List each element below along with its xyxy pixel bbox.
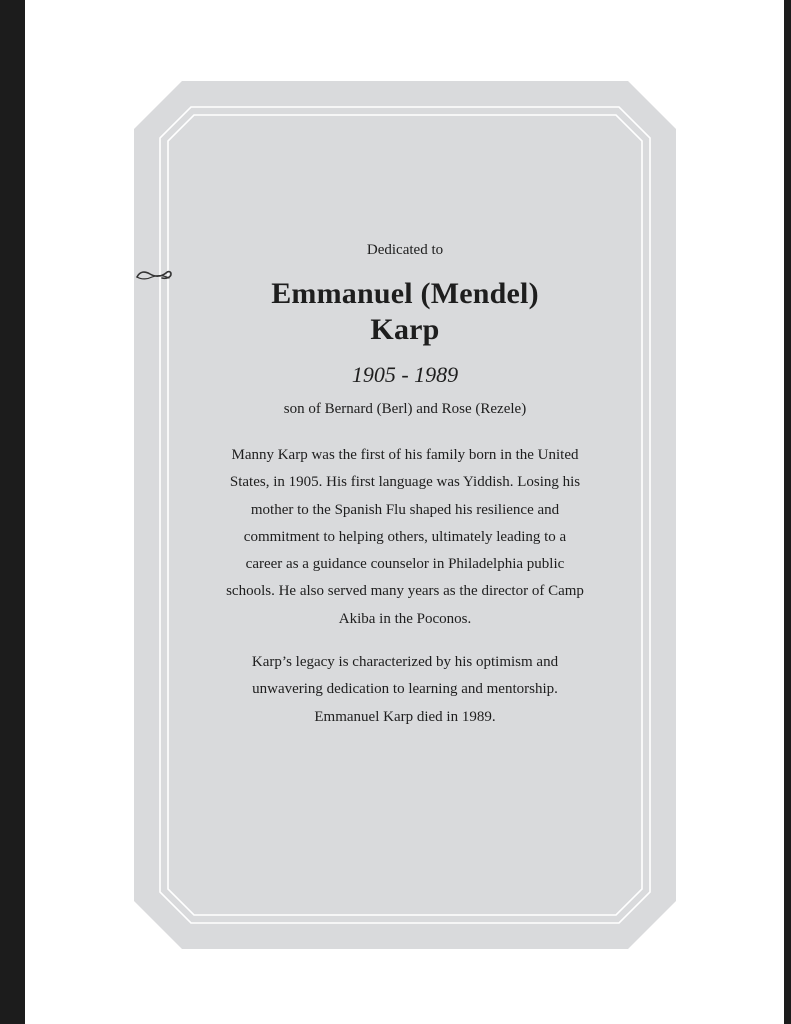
honoree-name-line2: Karp bbox=[370, 313, 440, 346]
dedication-intro: Dedicated to bbox=[366, 242, 444, 258]
honoree-name-line1: Emmanuel (Mendel) bbox=[271, 277, 539, 310]
parents-line: son of Bernard (Berl) and Rose (Rezele) bbox=[283, 401, 527, 417]
document-page bbox=[25, 0, 784, 1024]
dedication-content bbox=[134, 241, 676, 731]
dedication-plaque bbox=[134, 81, 676, 949]
honoree-name bbox=[134, 276, 676, 348]
biography-paragraph: Manny Karp was the first of his family born in the United States, in 1905. His first language was Yiddish. Losing his mother to the Spanish Flu shaped his resilience and commitment to helping others, ultimately leading to a career as a guidance counselor in Philadelphia public schools. He also served many years as the director of Camp Akiba in the Poconos. bbox=[226, 447, 584, 627]
flourish-icon bbox=[134, 268, 174, 282]
life-years: 1905 - 1989 bbox=[351, 362, 459, 387]
legacy-paragraph: Karp’s legacy is characterized by his optimism and unwavering dedication to learning and mentorship. Emmanuel Karp died in 1989. bbox=[251, 654, 559, 725]
